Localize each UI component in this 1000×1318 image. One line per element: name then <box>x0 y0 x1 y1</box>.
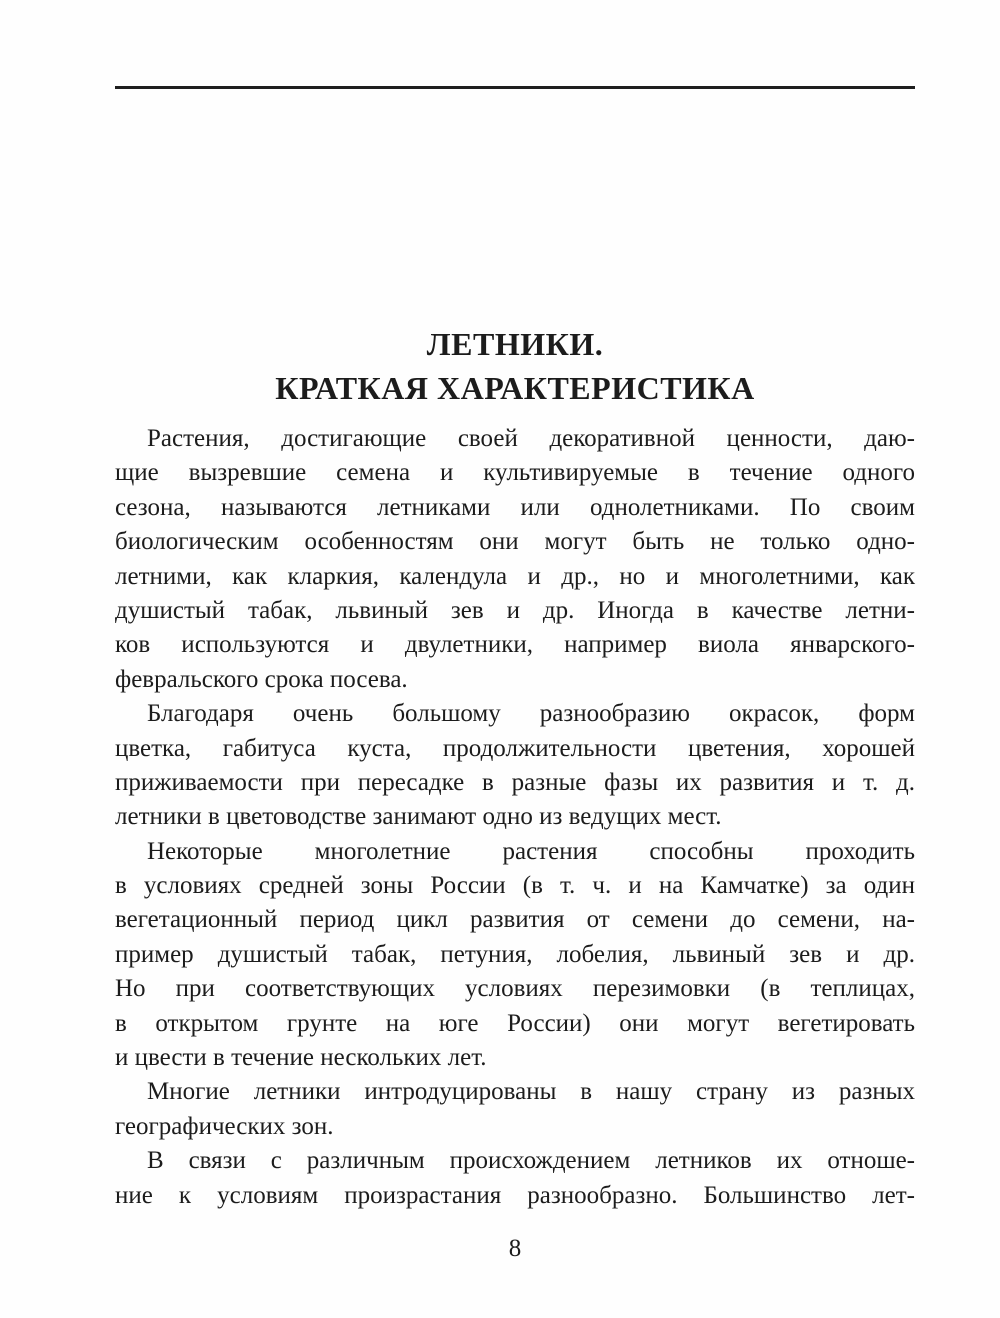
page-number: 8 <box>508 1235 522 1262</box>
body-text <box>115 422 915 1213</box>
header-rule <box>115 86 915 89</box>
chapter-title-line-1: ЛЕТНИКИ. <box>426 326 604 362</box>
text-line: Многие летники интродуцированы в нашу страну из разных <box>147 1078 915 1106</box>
text-line: Растения, достигающие своей декоративной ценности, даю- <box>147 425 915 452</box>
text-line: ние к условиям произрастания разнообразно. Большинство лет- <box>115 1181 915 1209</box>
chapter-title-line-2: КРАТКАЯ ХАРАКТЕРИСТИКА <box>275 370 755 406</box>
text-line: летники в цветоводстве занимают одно из ведущих мест. <box>115 803 722 831</box>
text-line: душистый табак, львиный зев и др. Иногда в качестве летни- <box>115 596 915 624</box>
text-line: биологическим особенностям они могут быть не только одно- <box>115 528 915 556</box>
text-line: пример душистый табак, петуния, лобелия, львиный зев и др. <box>115 940 915 968</box>
text-line: Но при соответствующих условиях перезимовки (в теплицах, <box>115 975 915 1003</box>
text-line: Некоторые многолетние растения способны проходить <box>147 837 915 865</box>
text-line: географических зон. <box>115 1112 334 1140</box>
text-line: в условиях средней зоны России (в т. ч. и на Камчатке) за один <box>115 872 915 900</box>
text-line: В связи с различным происхождением летников их отноше- <box>147 1147 915 1175</box>
text-line: летними, как кларкия, календула и др., но и многолетними, как <box>115 562 915 590</box>
text-line: вегетационный период цикл развития от семени до семени, на- <box>115 906 915 934</box>
text-line: цветка, габитуса куста, продолжительности цветения, хорошей <box>115 734 915 762</box>
text-line: ков используются и двулетники, например виола январского- <box>115 631 915 659</box>
text-line: в открытом грунте на юге России) они могут вегетировать <box>115 1009 915 1037</box>
text-line: февральского срока посева. <box>115 665 408 693</box>
text-line: щие вызревшие семена и культивируемые в течение одного <box>115 459 915 487</box>
chapter-title <box>115 322 915 410</box>
text-line: приживаемости при пересадке в разные фазы их развития и т. д. <box>115 768 915 796</box>
text-line: сезона, называются летниками или однолетниками. По своим <box>115 493 915 521</box>
text-line: и цвести в течение нескольких лет. <box>115 1044 487 1072</box>
text-line: Благодаря очень большому разнообразию окрасок, форм <box>147 700 915 728</box>
